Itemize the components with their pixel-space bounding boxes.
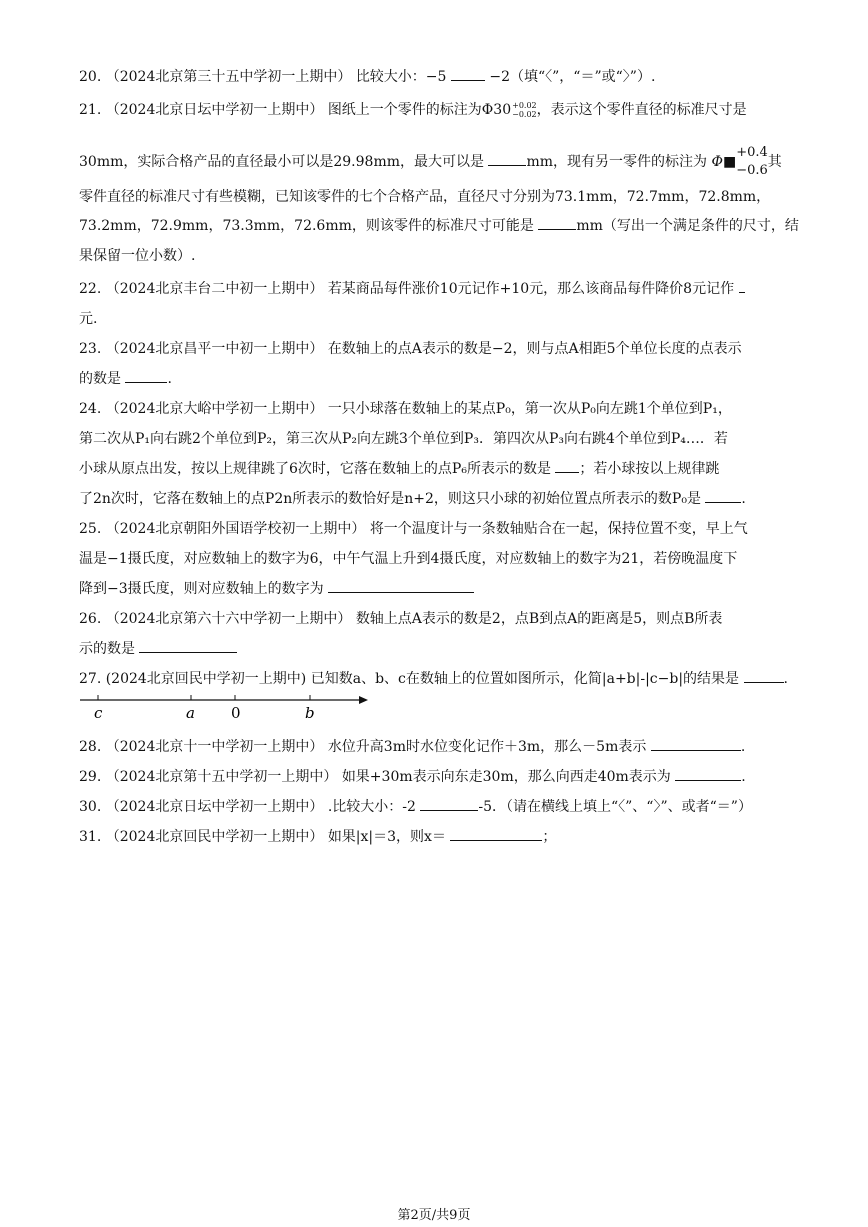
answer-blank [125,368,167,383]
answer-blank [675,766,741,781]
question-20 [79,66,655,86]
question-number: 28. [79,739,102,755]
question-text: 示的数是 [79,641,135,657]
question-number: 23. [79,341,102,357]
question-text: .比较大小：-2 [327,799,416,815]
question-text: 如果|x|＝3，则x＝ [327,829,446,845]
question-text: 一只小球落在数轴上的某点P₀，第一次从P₀向左跳1个单位到P₁， [327,401,732,417]
question-text: 数轴上点A表示的数是2，点B到点A的距离是5，则点B所表 [355,611,723,627]
question-text: ，表示这个零件直径的标准尺寸是 [536,102,747,118]
answer-blank [450,826,542,841]
answer-blank [739,278,745,293]
question-26-line-2 [79,638,237,658]
label-a: a [186,704,195,722]
question-26-line-1 [79,608,722,628]
question-number: 29. [79,769,102,785]
answer-blank [555,458,579,473]
question-text: 已知数a、b、c在数轴上的位置如图所示，化简|a+b|-|c−b|的结果是 [310,671,740,687]
question-22-line-2 [79,308,97,328]
answer-blank [538,215,576,230]
question-source: （2024北京第三十五中学初一上期中） [105,69,352,85]
question-source: （2024北京日坛中学初一上期中） [105,799,324,815]
question-text: 降到−3摄氏度，则对应数轴上的数字为 [79,581,324,597]
question-25-line-1 [79,518,748,538]
question-number: 31. [79,829,102,845]
question-number: 24. [79,401,102,417]
question-text: 元. [79,311,98,327]
question-number: 26. [79,611,102,627]
arrow-head-icon [359,696,368,704]
answer-blank [488,151,526,166]
answer-blank [139,638,237,653]
question-21-line-3 [79,186,770,206]
question-text: 图纸上一个零件的标注为Φ30 [327,102,512,118]
label-b: b [305,704,315,722]
question-source: （2024北京丰台二中初一上期中） [105,281,324,297]
question-text: . [741,769,746,785]
question-28 [79,736,745,756]
question-text: 水位升高3m时水位变化记作＋3m，那么－5m表示 [327,739,647,755]
answer-blank [451,66,485,81]
tolerance-stack: +0.02 −0.02 [512,101,537,119]
question-text: ；若小球按以上规律跳 [579,461,720,477]
question-source: （2024北京第六十六中学初一上期中） [105,611,352,627]
answer-blank [705,488,741,503]
question-number: 21. [79,102,102,118]
question-source: （2024北京昌平一中初一上期中） [105,341,324,357]
question-text: . [167,371,172,387]
question-number: 22. [79,281,102,297]
question-text: 了2n次时，它落在数轴上的点P2n所表示的数恰好是n+2，则这只小球的初始位置点所表示的数P₀是 [79,491,701,507]
question-31 [79,826,556,846]
answer-blank [328,578,474,593]
question-30 [79,796,752,816]
question-source: (2024北京回民中学初一上期中) [105,671,307,687]
question-text: 在数轴上的点A表示的数是−2，则与点A相距5个单位长度的点表示 [327,341,742,357]
question-text: 果保留一位小数）. [79,248,196,264]
answer-blank [420,796,478,811]
question-text: 将一个温度计与一条数轴贴合在一起，保持位置不变，早上气 [369,521,748,537]
question-number: 30. [79,799,102,815]
question-source: （2024北京朝阳外国语学校初一上期中） [105,521,366,537]
question-text: 第二次从P₁向右跳2个单位到P₂，第三次从P₂向左跳3个单位到P₃．第四次从P₃向右跳4个单位到P₄…．若 [79,431,728,447]
page-footer: 第2页/共9页 [397,1208,471,1223]
question-23-line-2 [79,368,172,388]
question-text: 小球从原点出发，按以上规律跳了6次时，它落在数轴上的点P₆所表示的数是 [79,461,551,477]
question-29 [79,766,746,786]
question-24-line-2 [79,428,728,448]
question-text: ； [542,829,557,845]
question-24-line-4 [79,488,746,508]
question-number: 20. [79,69,102,85]
question-text: −2（填“〈”，“＝”或“〉”）. [489,69,656,85]
answer-blank [651,736,741,751]
question-text: . [740,739,746,755]
question-21-line-5 [79,245,195,265]
question-23-line-1 [79,338,742,358]
question-text: 零件直径的标准尺寸有些模糊，已知该零件的七个合格产品，直径尺寸分别为73.1mm，72.7mm，72.8mm， [79,189,771,205]
question-27 [79,668,788,688]
question-21-line-4 [79,215,799,235]
question-text: -5．（请在横线上填上“〈”、“〉”、或者“＝”） [478,799,752,815]
question-24-line-1 [79,398,732,418]
phi-symbol: Φ■ [711,154,737,170]
question-text: 30mm，实际合格产品的直径最小可以是29.98mm，最大可以是 [79,154,484,170]
question-text: . [783,671,788,687]
label-zero: 0 [231,704,241,722]
question-22-line-1 [79,278,745,298]
question-text: 比较大小：−5 [355,69,447,85]
question-24-line-3 [79,458,719,478]
question-source: （2024北京十一中学初一上期中） [105,739,324,755]
question-source: （2024北京日坛中学初一上期中） [105,102,324,118]
question-source: （2024北京回民中学初一上期中） [105,829,324,845]
question-21-line-2 [79,144,782,180]
question-text: 的数是 [79,371,121,387]
question-25-line-2 [79,548,737,568]
question-25-line-3 [79,578,474,598]
question-text: mm，现有另一零件的标注为 [526,154,708,170]
number-line-figure [76,692,376,722]
question-source: （2024北京大峪中学初一上期中） [105,401,324,417]
question-text: 如果+30m表示向东走30m，那么向西走40m表示为 [341,769,671,785]
question-text: 温是−1摄氏度，对应数轴上的数字为6，中午气温上升到4摄氏度，对应数轴上的数字为21，若傍晚温度下 [79,551,738,567]
tolerance-stack: +0.4 −0.6 [736,145,768,178]
question-number: 27. [79,671,102,687]
answer-blank [744,668,784,683]
question-text: 其 [767,154,782,170]
question-21-line-1 [79,99,747,119]
question-text: 若某商品每件涨价10元记作+10元，那么该商品每件降价8元记作 [327,281,735,297]
question-number: 25. [79,521,102,537]
label-c: c [94,704,103,722]
question-text: mm（写出一个满足条件的尺寸，结 [576,218,799,234]
question-text: . [741,491,746,507]
question-source: （2024北京第十五中学初一上期中） [105,769,338,785]
question-text: 73.2mm，72.9mm，73.3mm，72.6mm，则该零件的标准尺寸可能是 [79,218,534,234]
